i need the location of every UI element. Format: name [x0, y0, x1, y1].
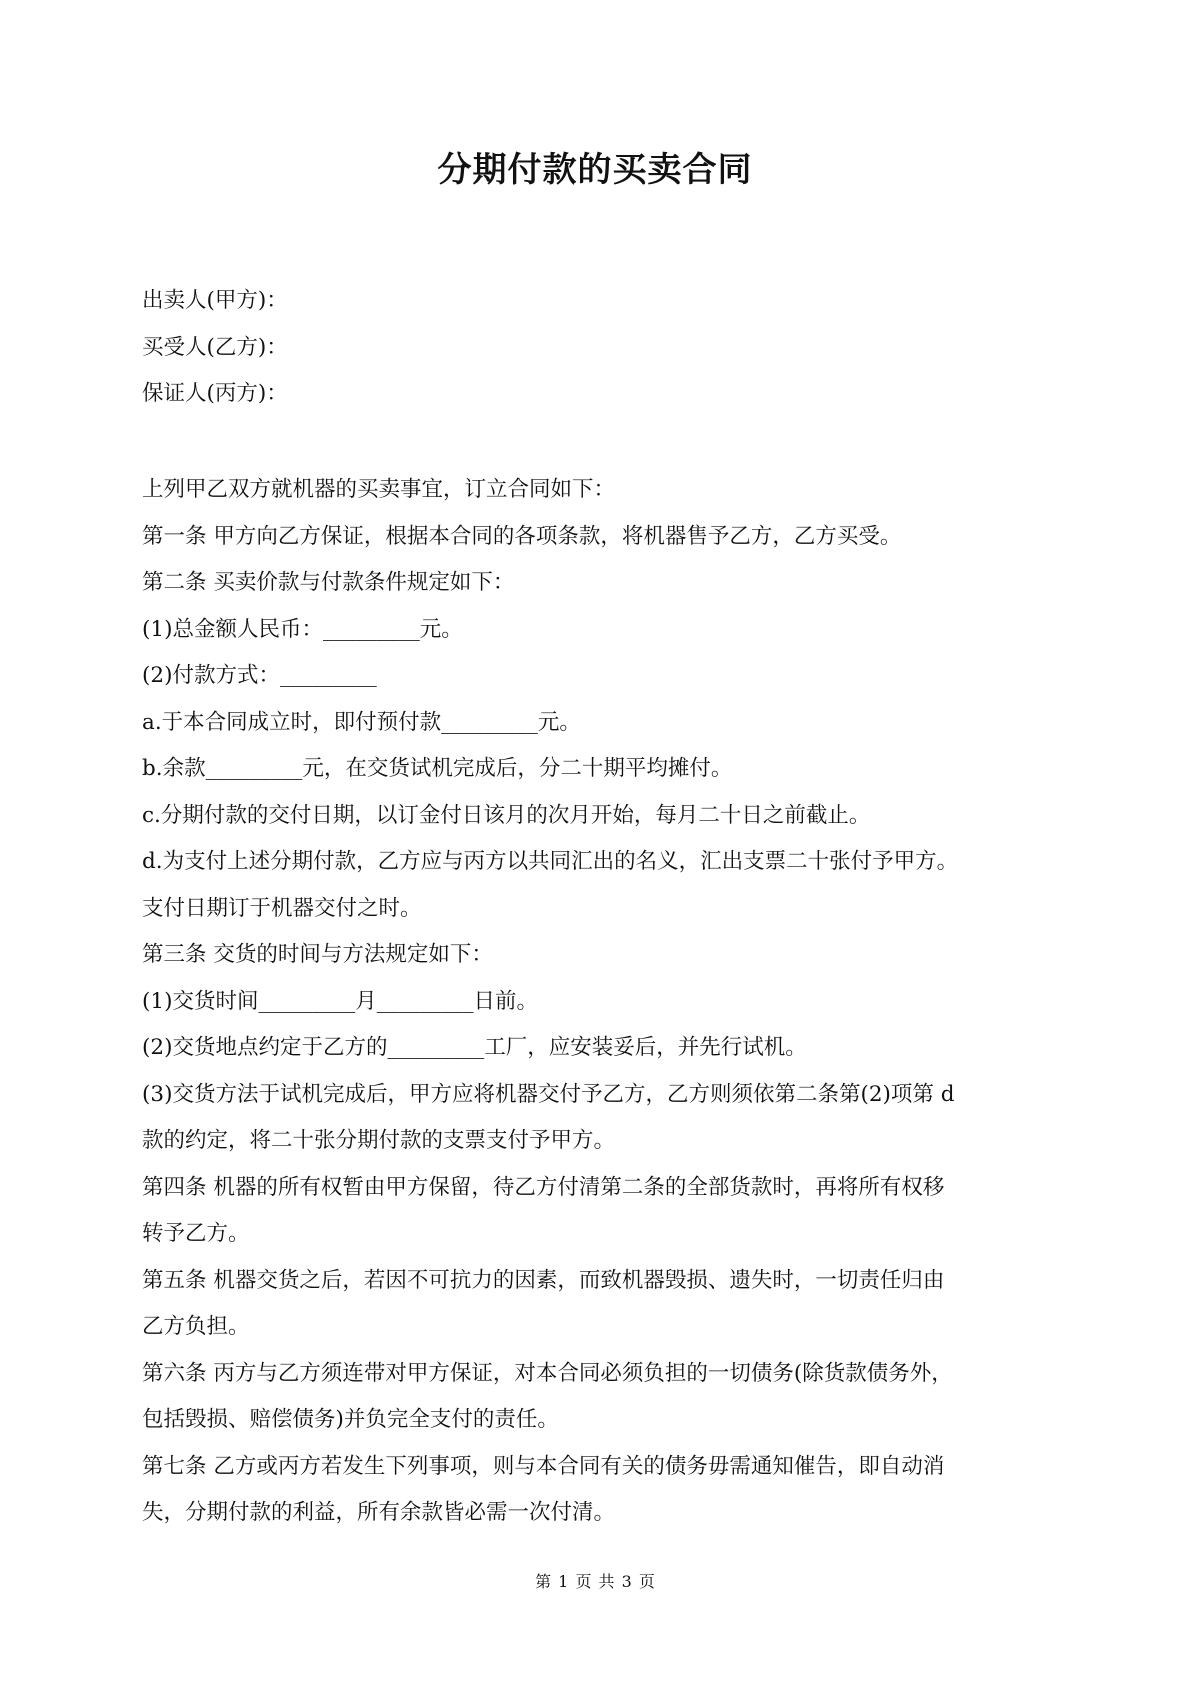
page-footer: 第 1 页 共 3 页 — [535, 1572, 655, 1591]
body-line: d.为支付上述分期付款，乙方应与丙方以共同汇出的名义，汇出支票二十张付予甲方。 — [142, 849, 959, 874]
body-line: 上列甲乙双方就机器的买卖事宜，订立合同如下： — [142, 477, 616, 502]
body-line: 第七条 乙方或丙方若发生下列事项，则与本合同有关的债务毋需通知催告，即自动消 — [142, 1453, 945, 1479]
contract-body — [142, 467, 1062, 1537]
body-line: 包括毁损、赔偿债务)并负完全支付的责任。 — [142, 1407, 559, 1432]
body-line: 第二条 买卖价款与付款条件规定如下： — [142, 570, 515, 595]
body-line: (1)交货时间_________月_________日前。 — [142, 988, 538, 1014]
body-line: (2)交货地点约定于乙方的_________工厂，应安装妥后，并先行试机。 — [142, 1035, 807, 1060]
body-line: b.余款_________元，在交货试机完成后，分二十期平均摊付。 — [142, 756, 733, 781]
body-line: 第六条 丙方与乙方须连带对甲方保证，对本合同必须负担的一切债务(除货款债务外， — [142, 1360, 953, 1386]
body-line: 转予乙方。 — [142, 1221, 250, 1246]
body-line: 第三条 交货的时间与方法规定如下： — [142, 942, 493, 967]
body-line: (3)交货方法于试机完成后，甲方应将机器交付予乙方，乙方则须依第二条第(2)项第 d — [142, 1081, 955, 1107]
party-list — [142, 278, 1052, 418]
body-line: 款的约定，将二十张分期付款的支票支付予甲方。 — [142, 1128, 616, 1153]
body-line: 第五条 机器交货之后，若因不可抗力的因素，而致机器毁损、遗失时，一切责任归由 — [142, 1267, 945, 1293]
party-guarantor: 保证人(丙方)： — [142, 381, 288, 406]
party-seller: 出卖人(甲方)： — [142, 288, 288, 313]
body-line: (1)总金额人民币：_________元。 — [142, 616, 463, 642]
body-line: 支付日期订于机器交付之时。 — [142, 895, 422, 921]
body-line: a.于本合同成立时，即付预付款_________元。 — [142, 709, 581, 735]
body-line: (2)付款方式：_________ — [142, 663, 377, 688]
body-line: 第一条 甲方向乙方保证，根据本合同的各项条款，将机器售予乙方，乙方买受。 — [142, 523, 902, 549]
body-line: 失，分期付款的利益，所有余款皆必需一次付清。 — [142, 1500, 616, 1525]
party-buyer: 买受人(乙方)： — [142, 334, 288, 360]
body-line: 乙方负担。 — [142, 1314, 250, 1339]
document-title: 分期付款的买卖合同 — [437, 150, 753, 190]
body-line: c.分期付款的交付日期，以订金付日该月的次月开始，每月二十日之前截止。 — [142, 802, 871, 828]
body-line: 第四条 机器的所有权暂由甲方保留，待乙方付清第二条的全部货款时，再将所有权移 — [142, 1174, 945, 1200]
